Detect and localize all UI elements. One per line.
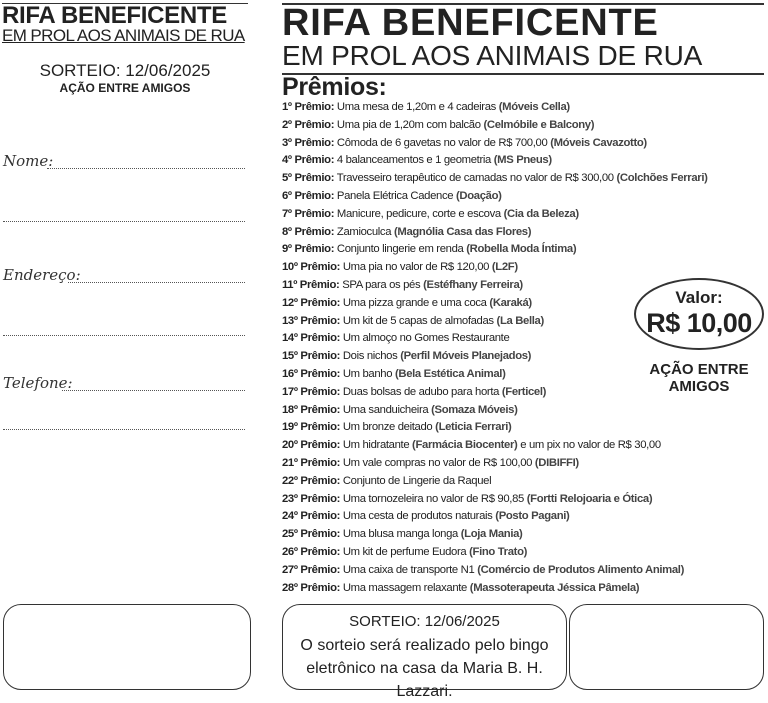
- stub-number-box: [3, 604, 251, 690]
- prize-desc: Manicure, pedicure, corte e escova: [336, 207, 501, 220]
- prize-desc: Dois nichos: [342, 350, 398, 363]
- endereco-label: Endereço:: [3, 266, 81, 284]
- prize-sponsor: (Comércio de Produtos Alimento Animal): [477, 563, 684, 576]
- prize-label: 28º Prêmio:: [282, 581, 341, 594]
- prize-item: [282, 241, 752, 259]
- valor-oval: [634, 278, 764, 350]
- telefone-line-2[interactable]: [3, 429, 245, 430]
- prize-label: 8º Prêmio:: [282, 225, 335, 238]
- prize-label: 1º Prêmio:: [282, 101, 335, 113]
- prize-sponsor: (Robella Moda Íntima): [466, 243, 577, 256]
- premios-heading: Prêmios:: [282, 73, 387, 101]
- prize-item: [282, 259, 752, 277]
- prize-sponsor: (Leticia Ferrari): [435, 421, 512, 434]
- prize-desc: Conjunto de Lingerie da Raquel: [342, 474, 492, 487]
- prize-label: 20º Prêmio:: [282, 439, 341, 452]
- prize-sponsor: (Somaza Móveis): [431, 403, 518, 416]
- prize-item: [282, 135, 752, 153]
- stub-sorteio-date: SORTEIO: 12/06/2025: [39, 61, 211, 80]
- prize-label: 10º Prêmio:: [282, 261, 341, 274]
- prize-label: 4º Prêmio:: [282, 154, 335, 167]
- prize-item: [282, 473, 752, 491]
- main-subtitle: EM PROL AOS ANIMAIS DE RUA: [282, 40, 703, 71]
- prize-desc: Um almoço no Gomes Restaurante: [342, 332, 510, 345]
- prize-label: 23º Prêmio:: [282, 492, 341, 505]
- prize-label: 19º Prêmio:: [282, 421, 341, 434]
- prize-desc: Uma blusa manga longa: [342, 528, 458, 541]
- prize-label: 25º Prêmio:: [282, 528, 341, 541]
- valor-label: Valor:: [675, 288, 723, 307]
- prize-label: 14º Prêmio:: [282, 332, 341, 345]
- prize-label: 27º Prêmio:: [282, 563, 341, 576]
- main-title: RIFA BENEFICENTE: [282, 2, 659, 44]
- prize-desc: Travesseiro terapêutico de camadas no valor de R$ 300,00: [336, 172, 614, 185]
- prize-label: 2º Prêmio:: [282, 118, 335, 131]
- draw-line-1: O sorteio será realizado pelo bingo: [300, 637, 549, 654]
- prize-sponsor: (La Bella): [496, 314, 544, 327]
- prize-label: 16º Prêmio:: [282, 367, 341, 380]
- prize-sponsor: (Posto Pagani): [495, 510, 570, 523]
- prize-item: [282, 419, 752, 437]
- prize-sponsor: (L2F): [491, 261, 518, 274]
- stub-title: RIFA BENEFICENTE: [2, 2, 227, 29]
- prize-sponsor: (Massoterapeuta Jéssica Pâmela): [469, 581, 640, 594]
- draw-info-box: [282, 604, 567, 700]
- prize-item: [282, 188, 752, 206]
- prize-desc: Uma sanduicheira: [342, 403, 429, 416]
- prize-item: [282, 562, 752, 580]
- prize-sponsor: (Fortti Relojoaria e Ótica): [526, 492, 653, 505]
- prize-sponsor: (Perfil Móveis Planejados): [400, 350, 532, 363]
- prize-item: [282, 508, 752, 526]
- prize-label: 15º Prêmio:: [282, 350, 341, 363]
- telefone-line[interactable]: [62, 390, 245, 391]
- prize-desc: Uma pia de 1,20m com balcão: [336, 118, 481, 131]
- nome-line[interactable]: [47, 168, 245, 169]
- prize-sponsor: (Celmóbile e Balcony): [483, 118, 595, 131]
- prize-desc: Panela Elétrica Cadence: [336, 189, 454, 202]
- endereco-line[interactable]: [68, 282, 245, 283]
- prize-item: [282, 152, 752, 170]
- prize-sponsor: (Farmácia Biocenter): [412, 439, 518, 452]
- prize-desc: Um kit de perfume Eudora: [342, 545, 467, 558]
- prize-desc: Duas bolsas de adubo para horta: [342, 385, 500, 398]
- prize-sponsor: (Bela Estética Animal): [394, 367, 506, 380]
- prize-item: [282, 580, 752, 598]
- prize-desc: Cômoda de 6 gavetas no valor de R$ 700,00: [336, 136, 548, 149]
- prize-label: 17º Prêmio:: [282, 385, 341, 398]
- prize-desc: Uma massagem relaxante: [342, 581, 467, 594]
- prize-item: [282, 99, 752, 117]
- prize-sponsor: (Doação): [456, 189, 502, 202]
- prize-label: 21º Prêmio:: [282, 456, 341, 469]
- prize-desc: Um kit de 5 capas de almofadas: [342, 314, 494, 327]
- prize-label: 24º Prêmio:: [282, 510, 341, 523]
- prize-item: [282, 206, 752, 224]
- prize-desc: Um banho: [342, 367, 393, 380]
- prize-extra: e um pix no valor de R$ 30,00: [517, 439, 661, 452]
- prize-label: 18º Prêmio:: [282, 403, 341, 416]
- main-acao-entre-amigos: [634, 361, 764, 395]
- prize-sponsor: (Karaká): [489, 296, 532, 309]
- prize-label: 11º Prêmio:: [282, 278, 340, 291]
- prize-label: 13º Prêmio:: [282, 314, 341, 327]
- prize-desc: Um hidratante: [342, 439, 410, 452]
- prize-desc: Zamioculca: [336, 225, 392, 238]
- ticket-number-box: [569, 604, 764, 690]
- prize-desc: SPA para os pés: [342, 278, 421, 291]
- stub-top-rule: [2, 3, 248, 4]
- prize-desc: Uma pizza grande e uma coca: [342, 296, 487, 309]
- prize-sponsor: (Móveis Cavazotto): [550, 136, 647, 149]
- prize-sponsor: (Estéfhany Ferreira): [423, 278, 523, 291]
- prize-item: [282, 437, 752, 455]
- prize-desc: Um bronze deitado: [342, 421, 433, 434]
- prize-sponsor: (Ferticel): [501, 385, 547, 398]
- prize-label: 5º Prêmio:: [282, 172, 335, 185]
- prize-label: 26º Prêmio:: [282, 545, 341, 558]
- draw-title: SORTEIO: 12/06/2025: [349, 613, 500, 630]
- prize-item: [282, 224, 752, 242]
- prize-desc: Um vale compras no valor de R$ 100,00: [342, 456, 533, 469]
- prize-sponsor: (Cia da Beleza): [503, 207, 579, 220]
- prize-item: [282, 491, 752, 509]
- prize-desc: Uma tornozeleira no valor de R$ 90,85: [342, 492, 524, 505]
- prize-item: [282, 544, 752, 562]
- prize-item: [282, 455, 752, 473]
- nome-line-2[interactable]: [3, 221, 245, 222]
- prize-sponsor: (Loja Mania): [460, 528, 523, 541]
- prize-sponsor: (Fino Trato): [469, 545, 528, 558]
- prize-sponsor: (Colchões Ferrari): [616, 172, 708, 185]
- prize-label: 9º Prêmio:: [282, 243, 335, 256]
- endereco-line-2[interactable]: [3, 335, 245, 336]
- prize-item: [282, 526, 752, 544]
- prize-desc: 4 balanceamentos e 1 geometria: [336, 154, 491, 167]
- main-acao-line1: AÇÃO ENTRE: [649, 361, 749, 378]
- prize-label: 22º Prêmio:: [282, 474, 341, 487]
- stub-subtitle: EM PROL AOS ANIMAIS DE RUA: [2, 26, 245, 45]
- prize-item: [282, 117, 752, 135]
- prize-sponsor: (Móveis Cella): [498, 101, 570, 113]
- prize-label: 3º Prêmio:: [282, 136, 335, 149]
- prize-sponsor: (MS Pneus): [493, 154, 552, 167]
- prize-desc: Uma pia no valor de R$ 120,00: [342, 261, 490, 274]
- telefone-label: Telefone:: [3, 374, 73, 392]
- prize-sponsor: (Magnólia Casa das Flores): [393, 225, 532, 238]
- prize-desc: Uma caixa de transporte N1: [342, 563, 475, 576]
- prize-label: 7º Prêmio:: [282, 207, 335, 220]
- nome-label: Nome:: [3, 152, 54, 170]
- prize-item: [282, 402, 752, 420]
- stub-acao-entre-amigos: AÇÃO ENTRE AMIGOS: [59, 81, 191, 95]
- prize-desc: Uma mesa de 1,20m e 4 cadeiras: [336, 101, 496, 113]
- prize-desc: Conjunto lingerie em renda: [336, 243, 464, 256]
- prize-sponsor: (DIBIFFI): [534, 456, 579, 469]
- prize-item: [282, 170, 752, 188]
- draw-line-2: eletrônico na casa da Maria B. H. Lazzari.: [306, 660, 543, 700]
- prize-label: 12º Prêmio:: [282, 296, 341, 309]
- prize-desc: Uma cesta de produtos naturais: [342, 510, 493, 523]
- main-acao-line2: AMIGOS: [668, 378, 730, 395]
- valor-amount: R$ 10,00: [646, 308, 752, 338]
- prize-label: 6º Prêmio:: [282, 189, 335, 202]
